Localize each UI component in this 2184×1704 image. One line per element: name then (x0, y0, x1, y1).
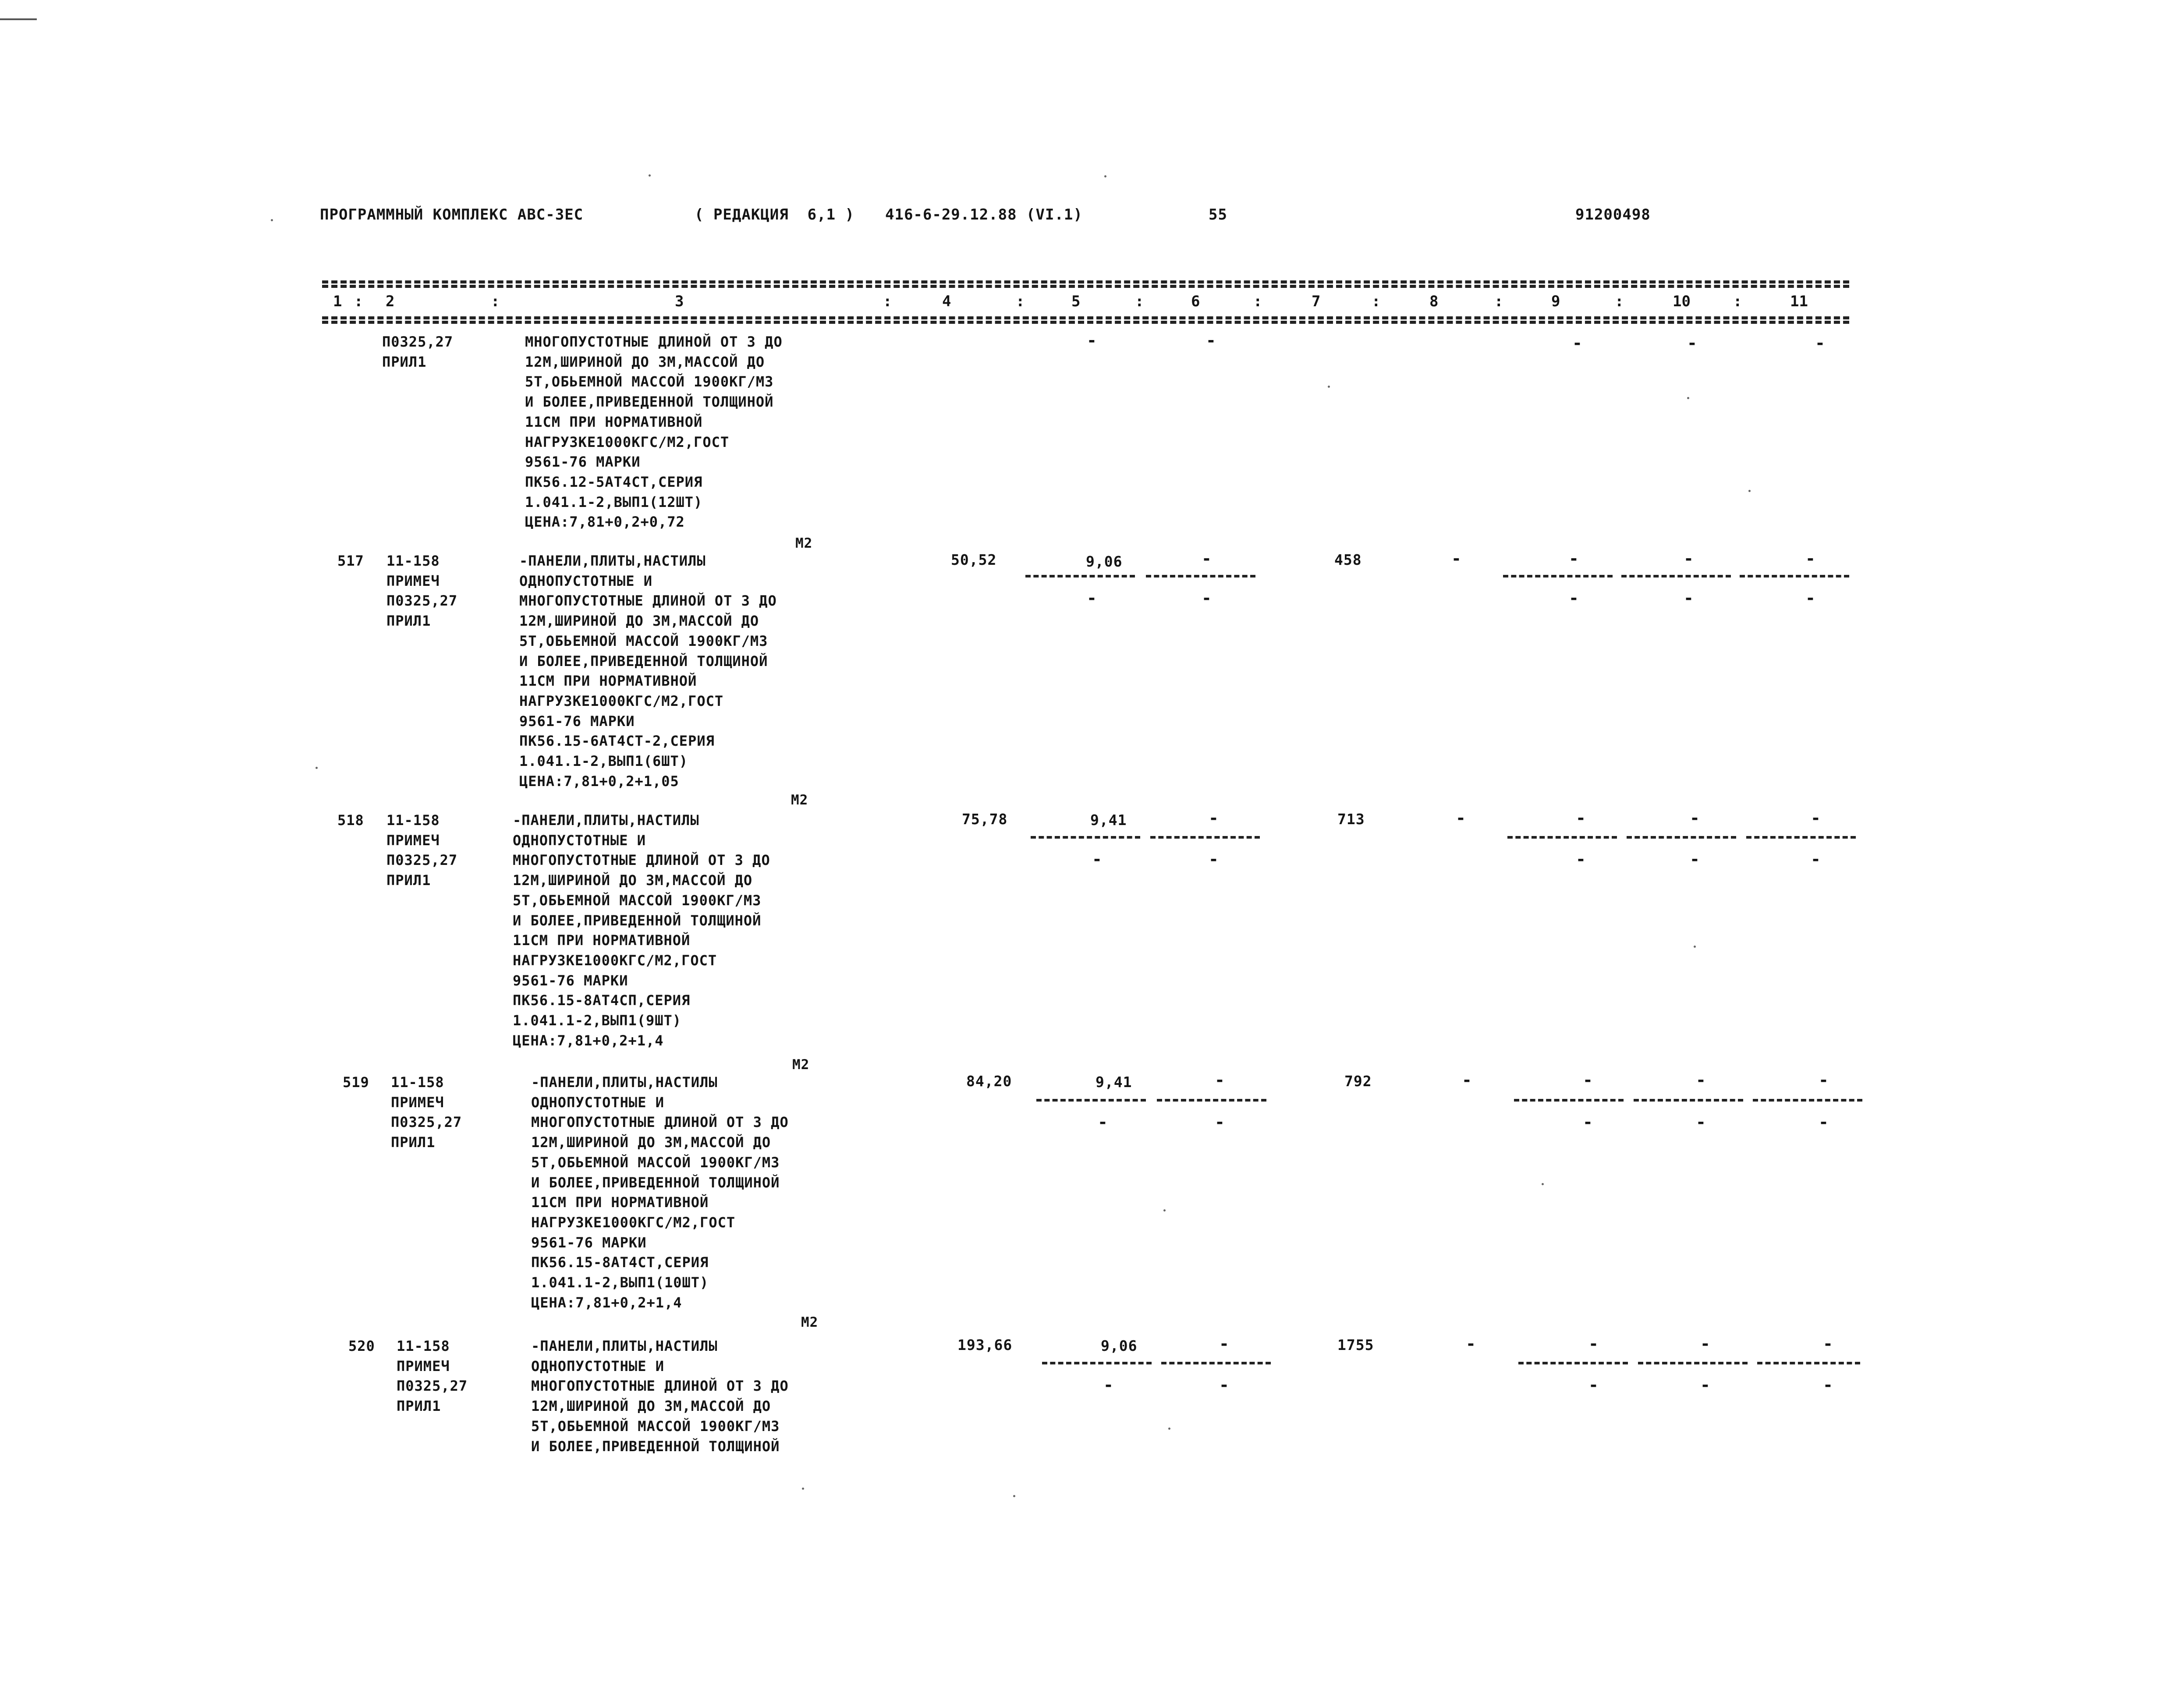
empty-cell-dash: - (1700, 1334, 1710, 1353)
entry-description: -ПАНЕЛИ,ПЛИТЫ,НАСТИЛЫ ОДНОПУСТОТНЫЕ И МНОГОПУСТОТНЫЕ ДЛИНОЙ ОТ 3 ДО 12М,ШИРИНОЙ ДО 3М,МАССОЙ ДО 5Т,ОБЬЕМНОЙ МАССОЙ 1900КГ/М3 И БОЛЕЕ,ПРИВЕДЕННОЙ ТОЛЩИНОЙ 11СМ ПРИ НОРМАТИВНОЙ НАГРУЗКЕ1000КГС/М2,ГОСТ 9561-76 МАРКИ ПК56.15-6АТ4СТ-2,СЕРИЯ 1.041.1-2,ВЫП1(6ШТ) ЦЕНА:7,81+0,2+1,05 (519, 553, 777, 790)
column-header-3: 3 (675, 293, 684, 310)
scan-speck (1013, 1495, 1015, 1497)
cell-col4: 193,66 (957, 1336, 1013, 1353)
empty-cell-dash: - (1202, 588, 1212, 608)
empty-cell-dash: - (1576, 850, 1586, 869)
column-underline (1161, 1362, 1271, 1364)
column-underline (1746, 836, 1856, 839)
column-sep: : (1135, 293, 1144, 310)
column-underline (1627, 836, 1736, 839)
empty-cell-dash: - (1819, 1112, 1829, 1132)
column-underline (1157, 1099, 1266, 1102)
entry-code: П0325,27 ПРИЛ1 (382, 333, 454, 370)
column-sep: : (883, 293, 892, 310)
empty-cell-dash: - (1209, 850, 1219, 869)
entry-description: -ПАНЕЛИ,ПЛИТЫ,НАСТИЛЫ ОДНОПУСТОТНЫЕ И МНОГОПУСТОТНЫЕ ДЛИНОЙ ОТ 3 ДО 12М,ШИРИНОЙ ДО 3М,МАССОЙ ДО 5Т,ОБЬЕМНОЙ МАССОЙ 1900КГ/М3 И БОЛЕЕ,ПРИВЕДЕННОЙ ТОЛЩИНОЙ (531, 1338, 789, 1455)
scan-speck (649, 174, 651, 177)
column-sep: : (1253, 293, 1262, 310)
empty-cell-dash: - (1583, 1112, 1593, 1132)
scan-speck (1328, 386, 1330, 388)
entry-code: 11-158 ПРИМЕЧ П0325,27 ПРИЛ1 (386, 553, 458, 630)
entry-number: 520 (348, 1338, 375, 1354)
empty-cell-dash: - (1583, 1070, 1593, 1090)
scan-speck (316, 767, 318, 769)
empty-cell-dash: - (1684, 549, 1694, 568)
scan-speck (1163, 1209, 1166, 1212)
entry-number: 519 (343, 1074, 369, 1091)
column-header-5: 5 (1071, 293, 1081, 310)
empty-cell-dash: - (1451, 549, 1461, 568)
column-sep: : (1615, 293, 1624, 310)
entry-description: -ПАНЕЛИ,ПЛИТЫ,НАСТИЛЫ ОДНОПУСТОТНЫЕ И МНОГОПУСТОТНЫЕ ДЛИНОЙ ОТ 3 ДО 12М,ШИРИНОЙ ДО 3М,МАССОЙ ДО 5Т,ОБЬЕМНОЙ МАССОЙ 1900КГ/М3 И БОЛЕЕ,ПРИВЕДЕННОЙ ТОЛЩИНОЙ 11СМ ПРИ НОРМАТИВНОЙ НАГРУЗКЕ1000КГС/М2,ГОСТ 9561-76 МАРКИ ПК56.15-8АТ4СТ,СЕРИЯ 1.041.1-2,ВЫП1(10ШТ) ЦЕНА:7,81+0,2+1,4 (531, 1074, 789, 1311)
column-underline (1621, 575, 1731, 577)
scan-speck (1168, 1428, 1170, 1430)
empty-cell-dash: - (1576, 808, 1586, 828)
header-rule-bottom (322, 316, 1849, 319)
column-underline (1507, 836, 1617, 839)
empty-cell-dash: - (1456, 808, 1466, 828)
empty-cell-dash: - (1696, 1112, 1706, 1132)
column-underline (1031, 836, 1140, 839)
empty-cell-dash: - (1700, 1375, 1710, 1395)
empty-cell-dash: - (1805, 549, 1815, 568)
scan-speck (1694, 946, 1696, 948)
column-header-4: 4 (942, 293, 951, 310)
empty-cell-dash: - (1572, 333, 1582, 353)
empty-cell-dash: - (1219, 1334, 1229, 1353)
column-underline (1036, 1099, 1146, 1102)
cell-col7: 458 (1334, 551, 1362, 568)
empty-cell-dash: - (1092, 850, 1102, 869)
column-underline (1634, 1099, 1743, 1102)
cell-col7: 792 (1344, 1073, 1372, 1090)
empty-cell-dash: - (1805, 588, 1815, 608)
entry-number: 518 (337, 812, 364, 829)
header-rule-top (322, 280, 1849, 283)
empty-cell-dash: - (1684, 588, 1694, 608)
header-rule-top-2 (322, 285, 1849, 288)
empty-cell-dash: - (1215, 1112, 1225, 1132)
empty-cell-dash: - (1569, 549, 1579, 568)
edition-label: ( РЕДАКЦИЯ 6,1 ) (695, 206, 854, 223)
entry-description: МНОГОПУСТОТНЫЕ ДЛИНОЙ ОТ 3 ДО 12М,ШИРИНОЙ ДО 3М,МАССОЙ ДО 5Т,ОБЬЕМНОЙ МАССОЙ 1900КГ/М3 И БОЛЕЕ,ПРИВЕДЕННОЙ ТОЛЩИНОЙ 11СМ ПРИ НОРМАТИВНОЙ НАГРУЗКЕ1000КГС/М2,ГОСТ 9561-76 МАРКИ ПК56.12-5АТ4СТ,СЕРИЯ 1.041.1-2,ВЫП1(12ШТ) ЦЕНА:7,81+0,2+0,72 (525, 333, 783, 531)
entry-code: 11-158 ПРИМЕЧ П0325,27 ПРИЛ1 (391, 1074, 462, 1151)
column-header-11: 11 (1790, 293, 1808, 310)
empty-cell-dash: - (1087, 588, 1097, 608)
document-code: 91200498 (1575, 206, 1651, 223)
unit-label: М2 (801, 1314, 819, 1330)
empty-cell-dash: - (1687, 333, 1697, 353)
empty-cell-dash: - (1815, 333, 1825, 353)
header-rule-bottom-2 (322, 321, 1849, 324)
unit-label: М2 (792, 1057, 810, 1073)
cell-col5: 9,06 (1086, 553, 1123, 570)
empty-cell-dash: - (1588, 1334, 1599, 1353)
unit-label: М2 (795, 535, 813, 551)
cell-col4: 50,52 (951, 551, 997, 568)
entry-description: -ПАНЕЛИ,ПЛИТЫ,НАСТИЛЫ ОДНОПУСТОТНЫЕ И МНОГОПУСТОТНЫЕ ДЛИНОЙ ОТ 3 ДО 12М,ШИРИНОЙ ДО 3М,МАССОЙ ДО 5Т,ОБЬЕМНОЙ МАССОЙ 1900КГ/М3 И БОЛЕЕ,ПРИВЕДЕННОЙ ТОЛЩИНОЙ 11СМ ПРИ НОРМАТИВНОЙ НАГРУЗКЕ1000КГС/М2,ГОСТ 9561-76 МАРКИ ПК56.15-8АТ4СП,СЕРИЯ 1.041.1-2,ВЫП1(9ШТ) ЦЕНА:7,81+0,2+1,4 (513, 812, 770, 1049)
column-sep: : (1016, 293, 1025, 310)
cell-col5: 9,41 (1090, 811, 1127, 829)
cell-col5: 9,06 (1101, 1337, 1138, 1354)
column-underline (1514, 1099, 1624, 1102)
empty-cell-dash: - (1690, 850, 1700, 869)
column-sep: : (491, 293, 500, 310)
column-sep: : (1494, 293, 1503, 310)
column-sep: : (354, 293, 363, 310)
column-underline (1757, 1362, 1860, 1364)
empty-cell-dash: - (1462, 1070, 1472, 1090)
empty-cell-dash: - (1098, 1112, 1108, 1132)
column-underline (1740, 575, 1849, 577)
empty-cell-dash: - (1209, 808, 1219, 828)
empty-cell-dash: - (1823, 1334, 1833, 1353)
column-sep: : (1733, 293, 1742, 310)
entry-code: 11-158 ПРИМЕЧ П0325,27 ПРИЛ1 (386, 812, 458, 889)
scan-speck (1687, 397, 1689, 399)
column-underline (1518, 1362, 1628, 1364)
corner-mark (0, 18, 37, 20)
empty-cell-dash: - (1811, 850, 1821, 869)
empty-cell-dash: - (1588, 1375, 1599, 1395)
empty-cell-dash: - (1696, 1070, 1706, 1090)
column-header-7: 7 (1312, 293, 1321, 310)
empty-cell-dash: - (1569, 588, 1579, 608)
cell-col7: 713 (1337, 811, 1365, 828)
cell-col4: 84,20 (966, 1073, 1012, 1090)
entry-code: 11-158 ПРИМЕЧ П0325,27 ПРИЛ1 (397, 1338, 468, 1415)
scan-speck (1542, 1183, 1544, 1185)
column-underline (1025, 575, 1135, 577)
empty-cell-dash: - (1103, 1375, 1113, 1395)
scan-speck (802, 1488, 804, 1490)
column-header-9: 9 (1551, 293, 1560, 310)
column-header-10: 10 (1673, 293, 1691, 310)
column-underline (1753, 1099, 1862, 1102)
column-underline (1503, 575, 1613, 577)
column-header-6: 6 (1191, 293, 1200, 310)
empty-cell-dash: - (1823, 1375, 1833, 1395)
empty-cell-dash: - (1087, 331, 1097, 350)
empty-cell-dash: - (1819, 1070, 1829, 1090)
scan-speck (271, 219, 273, 221)
unit-label: М2 (791, 792, 808, 808)
cell-col4: 75,78 (962, 811, 1008, 828)
empty-cell-dash: - (1215, 1070, 1225, 1090)
program-title: ПРОГРАММНЫЙ КОМПЛЕКС АВС-ЗЕС (320, 206, 584, 223)
scan-speck (1748, 490, 1751, 492)
column-header-2: 2 (386, 293, 395, 310)
empty-cell-dash: - (1690, 808, 1700, 828)
column-underline (1042, 1362, 1152, 1364)
column-underline (1638, 1362, 1748, 1364)
scan-speck (1104, 175, 1106, 177)
column-header-1: 1 (333, 293, 342, 310)
page-number: 55 (1209, 206, 1227, 223)
column-underline (1150, 836, 1260, 839)
empty-cell-dash: - (1466, 1334, 1476, 1353)
empty-cell-dash: - (1206, 331, 1216, 350)
empty-cell-dash: - (1219, 1375, 1229, 1395)
empty-cell-dash: - (1202, 549, 1212, 568)
column-underline (1146, 575, 1255, 577)
entry-number: 517 (337, 553, 364, 569)
doc-reference: 416-6-29.12.88 (VI.1) (885, 206, 1083, 223)
empty-cell-dash: - (1811, 808, 1821, 828)
cell-col7: 1755 (1337, 1336, 1374, 1353)
column-sep: : (1372, 293, 1381, 310)
cell-col5: 9,41 (1096, 1073, 1132, 1091)
column-header-8: 8 (1429, 293, 1439, 310)
